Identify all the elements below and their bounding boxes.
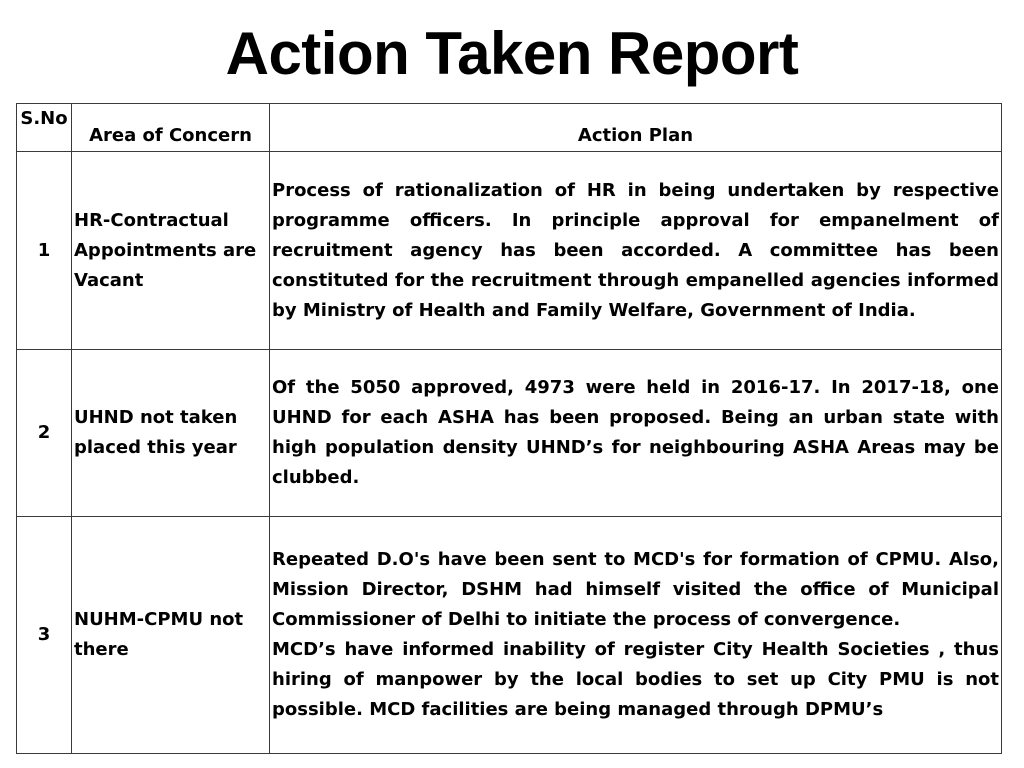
action-plan-paragraph: MCD’s have informed inability of register City Health Societies , thus hiring of manpower by the local bodies to set up City PMU is not possible. MCD facilities are being managed through DPMU’s: [272, 639, 999, 720]
row-area-of-concern: NUHM-CPMU not there: [72, 517, 270, 754]
row-area-of-concern: UHND not taken placed this year: [72, 350, 270, 517]
row-sno: 2: [17, 350, 72, 517]
header-action-plan: Action Plan: [270, 104, 1002, 152]
row-action-plan: [270, 152, 1002, 350]
row-sno: 3: [17, 517, 72, 754]
row-area-of-concern: HR-Contractual Appointments are Vacant: [72, 152, 270, 350]
table-row: [17, 350, 1002, 517]
row-sno: 1: [17, 152, 72, 350]
header-sno: S.No: [17, 104, 72, 152]
header-area-of-concern: Area of Concern: [72, 104, 270, 152]
action-plan-paragraph: Process of rationalization of HR in being undertaken by respective programme officers. In principle approval for empanelment of recruitment agency has been accorded. A committee has been constituted for the recruitment through empanelled agencies informed by Ministry of Health and Family Welfare, Government of India.: [272, 179, 999, 321]
table-row: [17, 152, 1002, 350]
action-report-table: [16, 103, 1002, 754]
row-action-plan: [270, 517, 1002, 754]
action-plan-paragraph: Of the 5050 approved, 4973 were held in 2016-17. In 2017-18, one UHND for each ASHA has been proposed. Being an urban state with high population density UHND’s for neighbouring ASHA Areas may be clubbed.: [272, 377, 999, 488]
table-header-row: [17, 104, 1002, 152]
page-title: Action Taken Report: [225, 20, 799, 87]
row-action-plan: [270, 350, 1002, 517]
action-plan-paragraph: Repeated D.O's have been sent to MCD's for formation of CPMU. Also, Mission Director, DSHM had himself visited the office of Municipal Commissioner of Delhi to initiate the process of convergence.: [272, 549, 999, 630]
table-row: [17, 517, 1002, 754]
